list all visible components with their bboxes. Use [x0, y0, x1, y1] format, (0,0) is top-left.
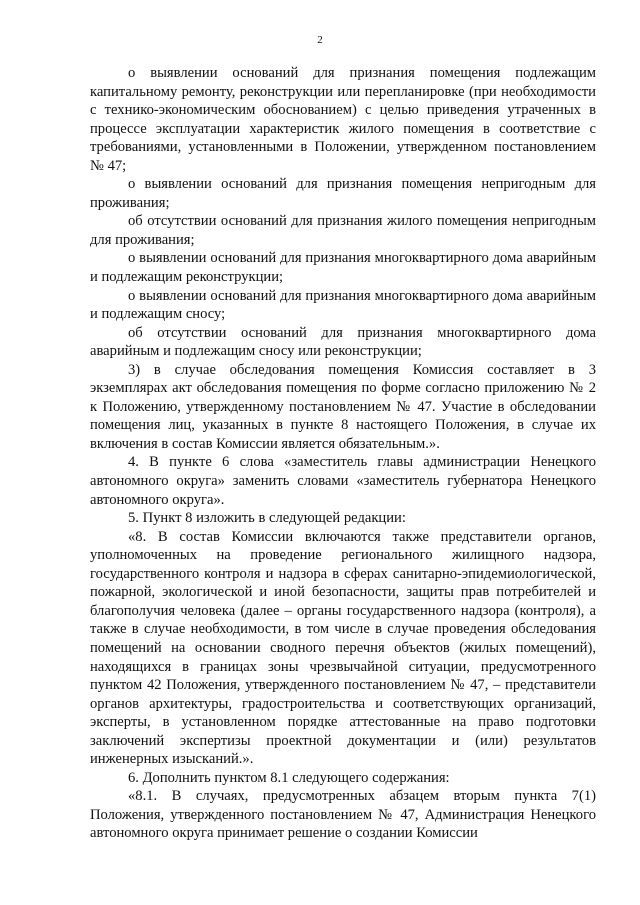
- paragraph-item-4: 4. В пункте 6 слова «заместитель главы администрации Ненецкого автономного округа» заменить словами «заместитель губернатора Ненецкого автономного округа».: [90, 454, 596, 508]
- paragraph-repair-grounds: о выявлении оснований для признания помещения подлежащим капитальному ремонту, реконструкции или перепланировке (при необходимости с технико-экономическим обоснованием) с целью приведения утраченных в процессе эксплуатации характеристик жилого помещения в соответствие с требованиями, установленными в Положении, утвержденном постановлением № 47;: [90, 65, 596, 174]
- document-body: [90, 64, 596, 843]
- paragraph-item-5: 5. Пункт 8 изложить в следующей редакции:: [128, 510, 406, 527]
- paragraph-unfit-grounds: о выявлении оснований для признания помещения непригодным для проживания;: [90, 176, 596, 211]
- paragraph-emergency-demolition: о выявлении оснований для признания многоквартирного дома аварийным и подлежащим сносу;: [90, 287, 596, 323]
- paragraph-no-emergency-grounds: об отсутствии оснований для признания многоквартирного дома аварийным и подлежащим сносу или реконструкции;: [90, 324, 596, 360]
- paragraph-item-6: 6. Дополнить пунктом 8.1 следующего содержания:: [128, 769, 450, 786]
- paragraph-commission-composition: «8. В состав Комиссии включаются также представители органов, уполномоченных на проведение регионального жилищного надзора, государственного контроля и надзора в сферах санитарно-эпидемиологической, пожарной, экологической и иной безопасности, защиты прав потребителей и благополучия человека (далее – органы государственного надзора (контроля), а также в случае необходимости, в том числе в случае проведения обследования помещений на основании сводного перечня объектов (жилых помещений), находящихся в границах зоны чрезвычайной ситуации, предусмотренного пунктом 42 Положения, утвержденного постановлением № 47, – представители органов архитектуры, градостроительства и соответствующих организаций, эксперты, в установленном порядке аттестованные на право подготовки заключений экспертизы проектной документации и (или) результатов инженерных изысканий.».: [90, 528, 596, 768]
- paragraph-emergency-reconstruction: о выявлении оснований для признания многоквартирного дома аварийным и подлежащим реконструкции;: [90, 250, 596, 286]
- paragraph-no-unfit-grounds: об отсутствии оснований для признания жилого помещения непригодным для проживания;: [90, 213, 596, 248]
- paragraph-item-8-1: «8.1. В случаях, предусмотренных абзацем вторым пункта 7(1) Положения, утвержденного постановлением № 47, Администрация Ненецкого автономного округа принимает решение о создании Комиссии: [90, 788, 596, 842]
- paragraph-inspection-act: 3) в случае обследования помещения Комиссия составляет в 3 экземплярах акт обследования помещения по форме согласно приложению № 2 к Положению, утвержденному постановлением № 47. Участие в обследовании помещения лиц, указанных в пункте 8 настоящего Положения, в случае их включения в состав Комиссии является обязательным.».: [90, 361, 596, 452]
- page-number: 2: [317, 34, 323, 46]
